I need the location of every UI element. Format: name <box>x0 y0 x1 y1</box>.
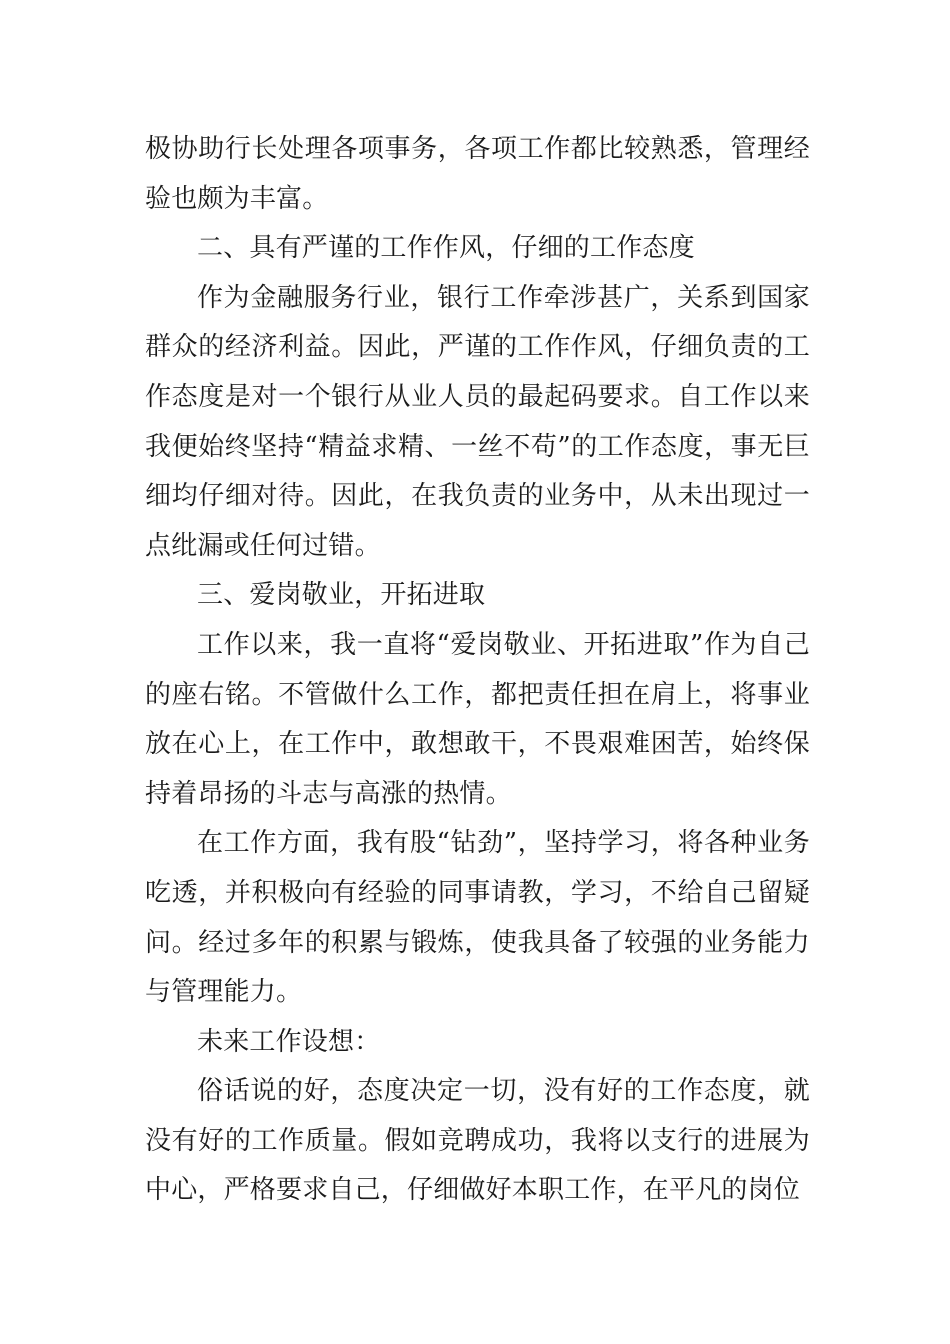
section-heading-2: 二、具有严谨的工作作风，仔细的工作态度 <box>197 233 695 264</box>
document-page <box>145 125 810 1216</box>
paragraph-dedication: 工作以来，我一直将“爱岗敬业、开拓进取”作为自己的座右铭。不管做什么工作，都把责任担在肩上，将事业放在心上，在工作中，敢想敢干，不畏艰难困苦，始终保持着昂扬的斗志与高涨的热情。 <box>145 629 810 809</box>
paragraph-future-plans: 俗话说的好，态度决定一切，没有好的工作态度，就没有好的工作质量。假如竞聘成功，我将以支行的进展为中心，严格要求自己，仔细做好本职工作，在平凡的岗位 <box>145 1076 810 1206</box>
paragraph-learning: 在工作方面，我有股“钻劲”，坚持学习，将各种业务吃透，并积极向有经验的同事请教，学习，不给自己留疑问。经过多年的积累与锻炼，使我具备了较强的业务能力与管理能力。 <box>145 828 810 1008</box>
future-plans-heading: 未来工作设想： <box>197 1026 381 1057</box>
section-heading-3: 三、爱岗敬业，开拓进取 <box>197 580 486 611</box>
paragraph-continuation: 极协助行长处理各项事务，各项工作都比较熟悉，管理经验也颇为丰富。 <box>145 134 810 214</box>
paragraph-work-style: 作为金融服务行业，银行工作牵涉甚广，关系到国家群众的经济利益。因此，严谨的工作作风，仔细负责的工作态度是对一个银行从业人员的最起码要求。自工作以来我便始终坚持“精益求精、一丝不苟”的工作态度，事无巨细均仔细对待。因此，在我负责的业务中，从未出现过一点纰漏或任何过错。 <box>145 282 810 561</box>
